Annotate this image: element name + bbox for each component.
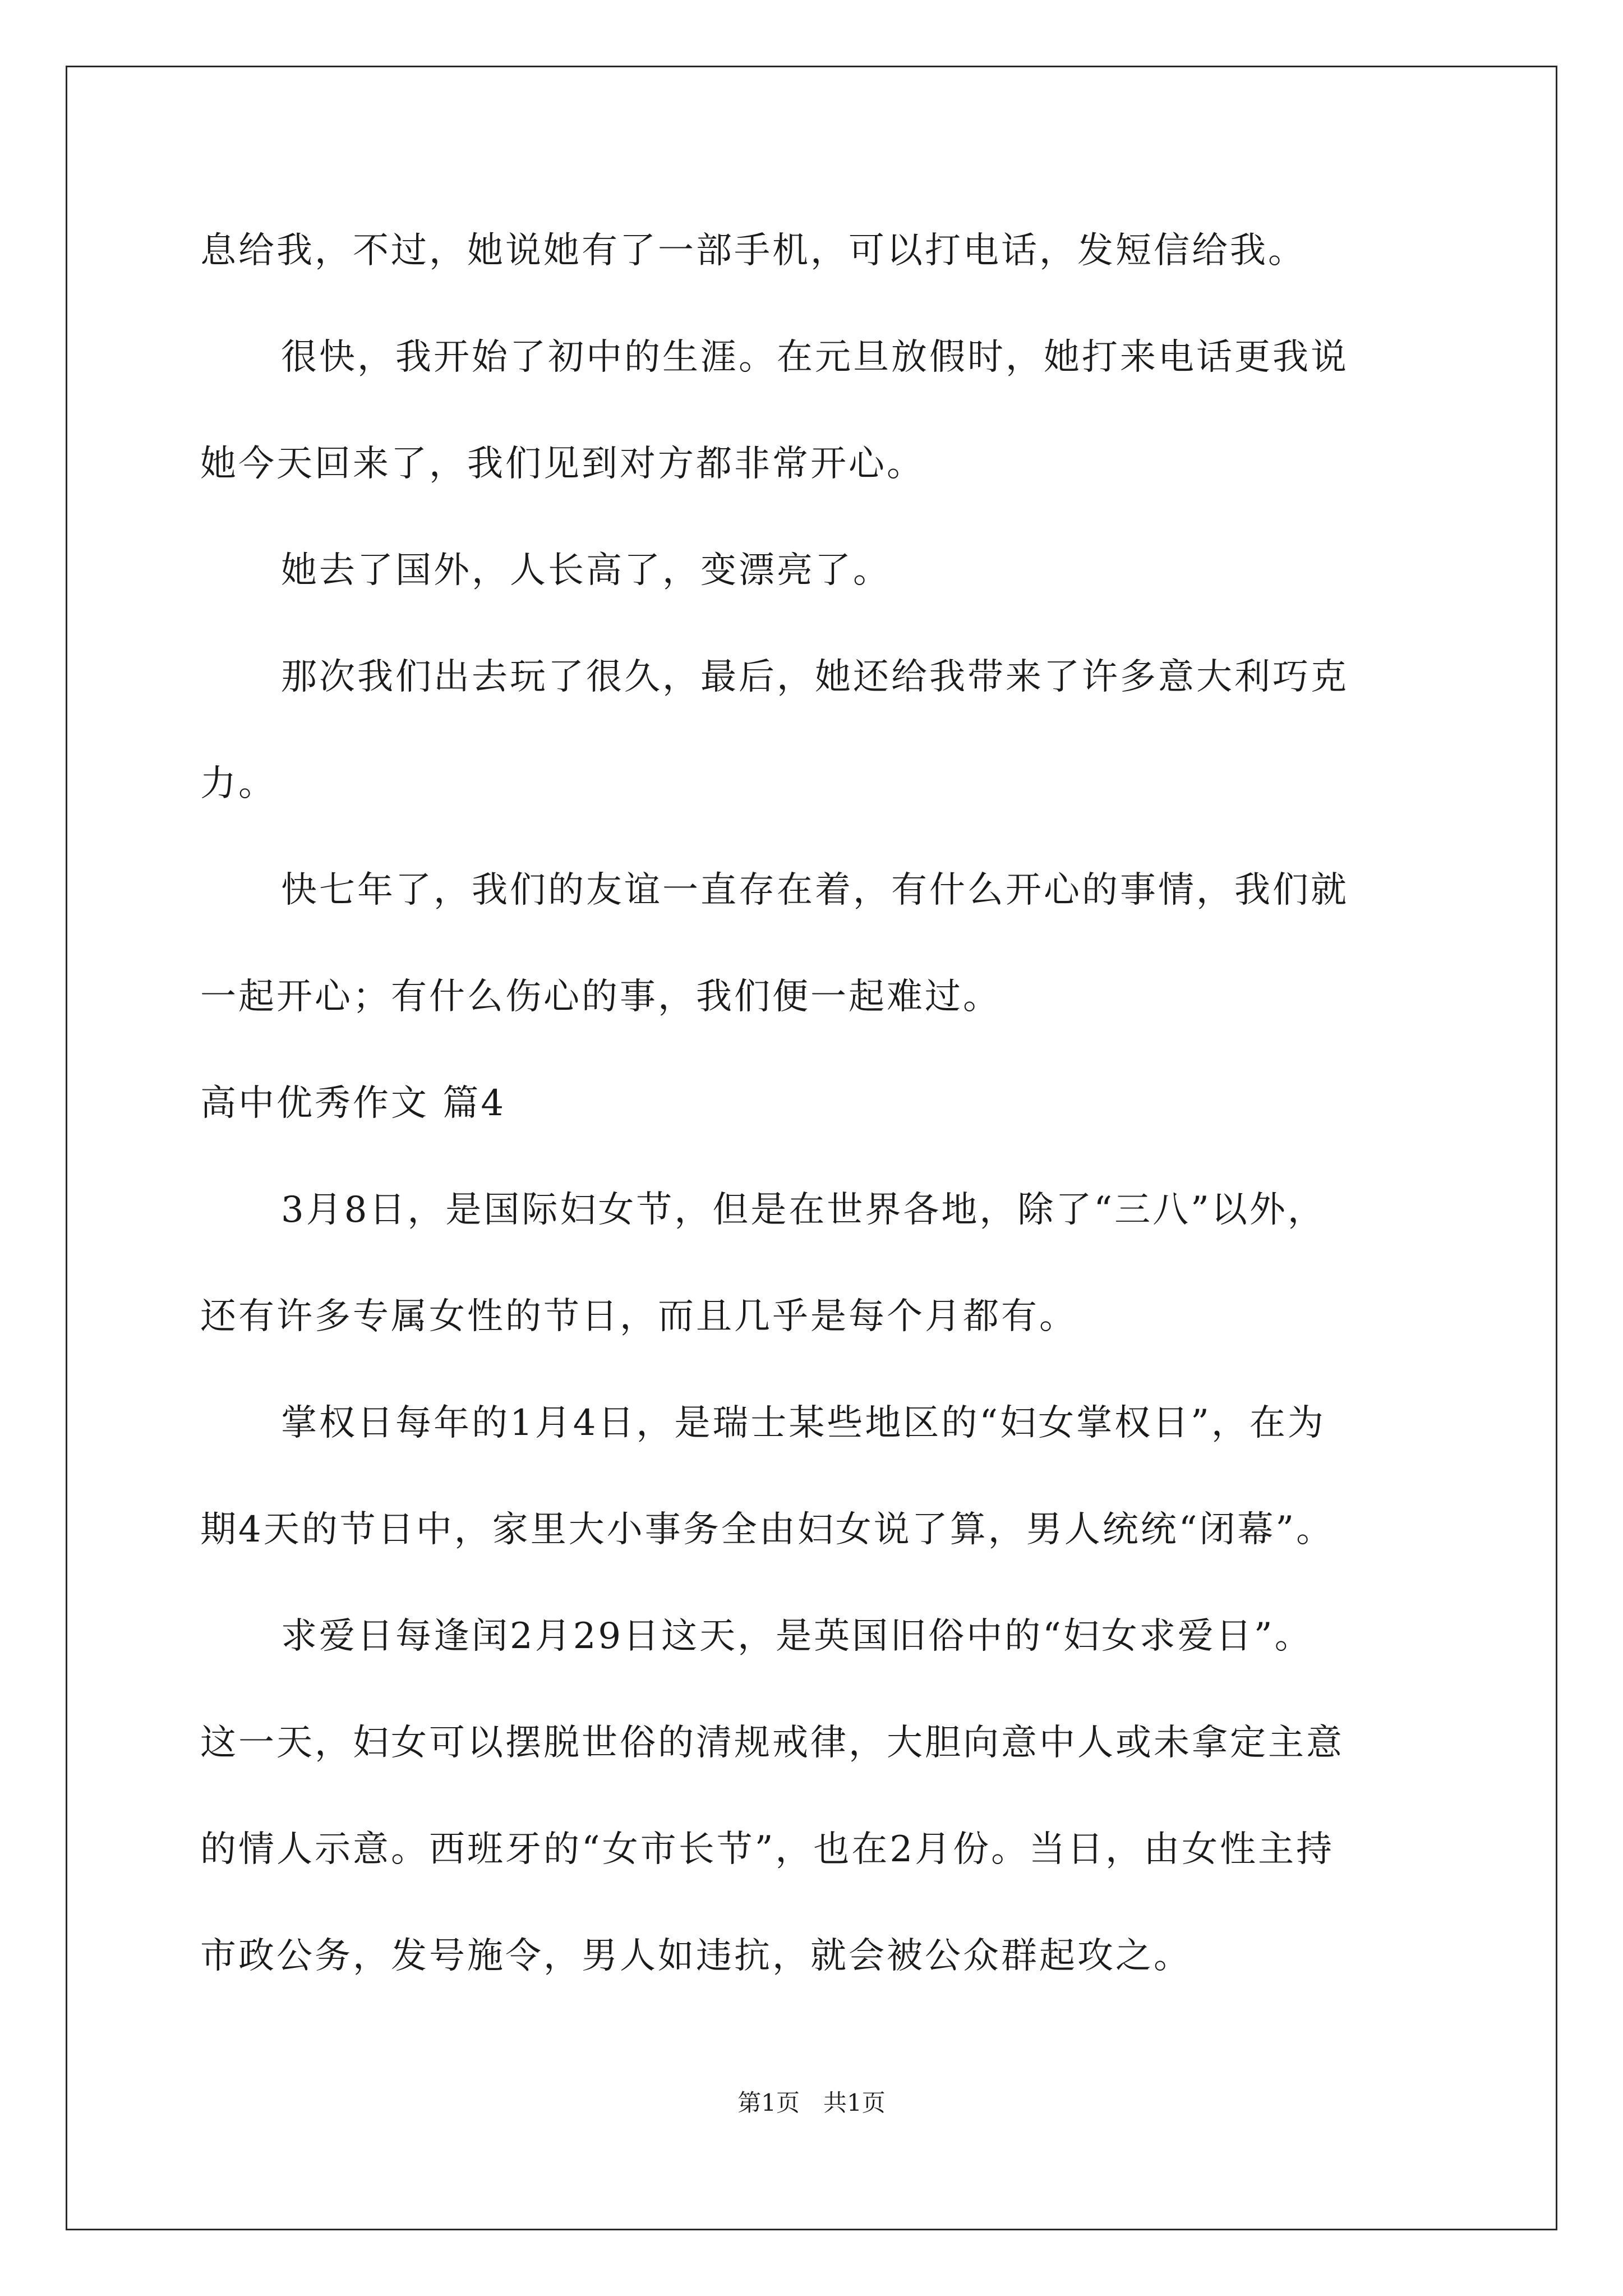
page-number-footer: 第1页 共1页	[737, 2089, 886, 2116]
text-line: 这一天，妇女可以摆脱世俗的清规戒律，大胆向意中人或未拿定主意	[200, 1722, 1344, 1764]
text-line: 掌权日每年的1月4日，是瑞士某些地区的“妇女掌权日”，在为	[281, 1402, 1326, 1444]
text-line: 市政公务，发号施令，男人如违抗，就会被公众群起攻之。	[200, 1935, 1192, 1977]
text-line: 求爱日每逢闰2月29日这天，是英国旧俗中的“妇女求爱日”。	[281, 1616, 1313, 1657]
text-line: 那次我们出去玩了很久，最后，她还给我带来了许多意大利巧克	[281, 656, 1349, 698]
text-line: 期4天的节日中，家里大小事务全由妇女说了算，男人统统“闭幕”。	[200, 1509, 1335, 1550]
text-line: 息给我，不过，她说她有了一部手机，可以打电话，发短信给我。	[200, 230, 1306, 272]
text-line: 快七年了，我们的友谊一直存在着，有什么开心的事情，我们就	[281, 869, 1349, 911]
page-border	[66, 66, 1557, 2230]
section-heading: 高中优秀作文 篇4	[200, 1083, 506, 1124]
text-line: 她今天回来了，我们见到对方都非常开心。	[200, 443, 925, 485]
text-line: 力。	[200, 763, 276, 804]
text-line: 一起开心；有什么伤心的事，我们便一起难过。	[200, 976, 1001, 1018]
text-line: 的情人示意。西班牙的“女市长节”，也在2月份。当日，由女性主持	[200, 1829, 1335, 1870]
text-line: 她去了国外，人长高了，变漂亮了。	[281, 550, 891, 591]
text-line: 很快，我开始了初中的生涯。在元旦放假时，她打来电话更我说	[281, 337, 1349, 378]
text-line: 3月8日，是国际妇女节，但是在世界各地，除了“三八”以外，	[281, 1189, 1326, 1231]
text-line: 还有许多专属女性的节日，而且几乎是每个月都有。	[200, 1296, 1077, 1337]
